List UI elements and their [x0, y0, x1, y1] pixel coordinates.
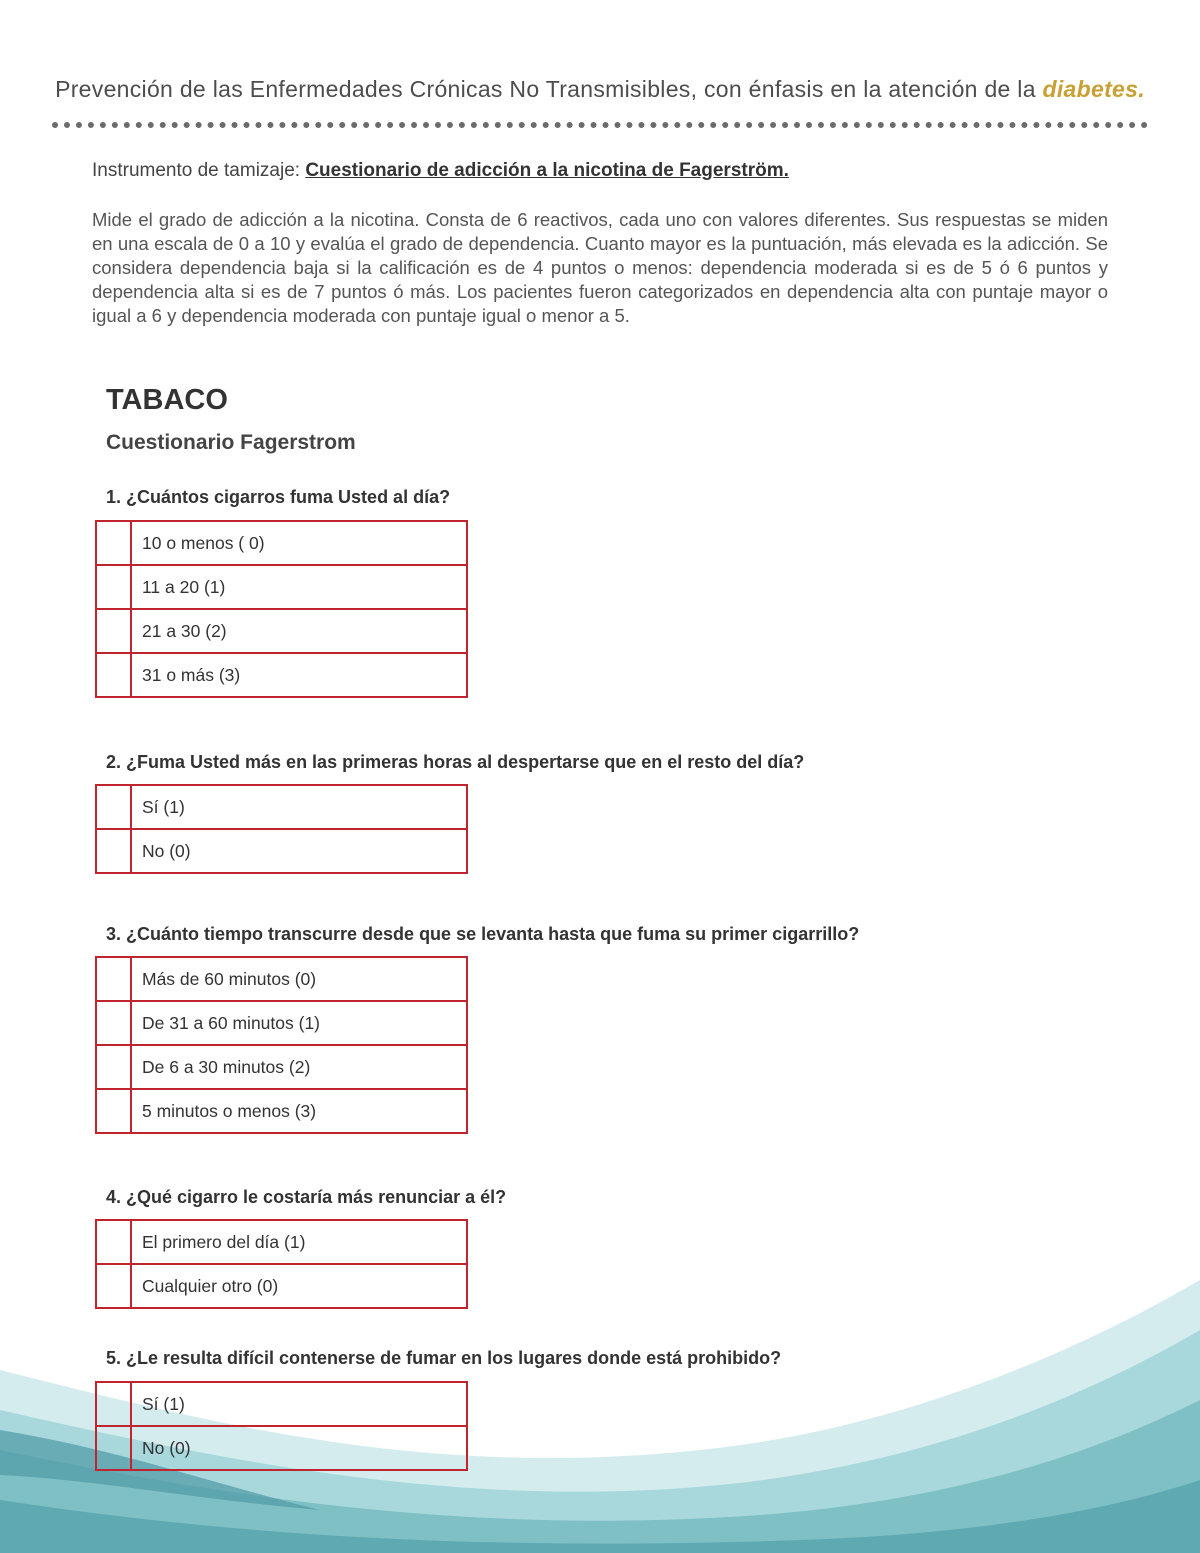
answer-checkbox[interactable]	[96, 653, 131, 697]
answer-checkbox[interactable]	[96, 785, 131, 829]
answer-checkbox[interactable]	[96, 1382, 131, 1426]
answer-checkbox[interactable]	[96, 1264, 131, 1308]
header-title-accent: diabetes.	[1042, 76, 1145, 102]
answer-checkbox[interactable]	[96, 1220, 131, 1264]
option-row	[96, 1382, 467, 1426]
option-label: No (0)	[131, 829, 467, 873]
question-1: 1. ¿Cuántos cigarros fuma Usted al día?	[106, 487, 451, 507]
option-row	[96, 653, 467, 697]
options-table-q5	[95, 1381, 468, 1471]
answer-checkbox[interactable]	[96, 1045, 131, 1089]
question-5: 5. ¿Le resulta difícil contenerse de fumar en los lugares donde está prohibido?	[106, 1348, 782, 1368]
question-4: 4. ¿Qué cigarro le costaría más renunciar a él?	[106, 1187, 507, 1207]
answer-checkbox[interactable]	[96, 957, 131, 1001]
option-row	[96, 609, 467, 653]
option-label: De 31 a 60 minutos (1)	[131, 1001, 467, 1045]
answer-checkbox[interactable]	[96, 1426, 131, 1470]
document-header-title	[0, 76, 1200, 103]
option-row	[96, 565, 467, 609]
option-row	[96, 1045, 467, 1089]
instrument-line	[92, 160, 789, 182]
option-label: 10 o menos ( 0)	[131, 521, 467, 565]
option-row	[96, 1001, 467, 1045]
instrument-name: Cuestionario de adicción a la nicotina de Fagerström.	[305, 160, 789, 181]
header-divider	[52, 122, 1148, 128]
option-label: Más de 60 minutos (0)	[131, 957, 467, 1001]
option-row	[96, 1264, 467, 1308]
answer-checkbox[interactable]	[96, 829, 131, 873]
option-label: El primero del día (1)	[131, 1220, 467, 1264]
option-row	[96, 1426, 467, 1470]
answer-checkbox[interactable]	[96, 1001, 131, 1045]
header-title-main: Prevención de las Enfermedades Crónicas No Transmisibles, con énfasis en la atención de la	[55, 76, 1043, 102]
answer-checkbox[interactable]	[96, 1089, 131, 1133]
answer-checkbox[interactable]	[96, 565, 131, 609]
option-row	[96, 521, 467, 565]
option-row	[96, 785, 467, 829]
option-label: No (0)	[131, 1426, 467, 1470]
section-title: TABACO	[106, 384, 228, 416]
option-row	[96, 957, 467, 1001]
option-row	[96, 829, 467, 873]
description-paragraph: Mide el grado de adicción a la nicotina. Consta de 6 reactivos, cada uno con valores diferentes. Sus respuestas se miden en una escala de 0 a 10 y evalúa el grado de dependencia. Cuanto mayor es la puntuación, más elevada es la adicción. Se considera dependencia baja si la calificación es de 4 puntos o menos: dependencia moderada si es de 5 ó 6 puntos y dependencia alta si es de 7 puntos ó más. Los pacientes fueron categorizados en dependencia alta con puntaje mayor o igual a 6 y dependencia moderada con puntaje igual o menor a 5.	[92, 209, 1108, 326]
option-row	[96, 1089, 467, 1133]
answer-checkbox[interactable]	[96, 609, 131, 653]
option-label: Sí (1)	[131, 785, 467, 829]
question-2: 2. ¿Fuma Usted más en las primeras horas al despertarse que en el resto del día?	[106, 752, 805, 772]
options-table-q3	[95, 956, 468, 1134]
option-label: 31 o más (3)	[131, 653, 467, 697]
option-label: 11 a 20 (1)	[131, 565, 467, 609]
option-label: De 6 a 30 minutos (2)	[131, 1045, 467, 1089]
options-table-q2	[95, 784, 468, 874]
answer-checkbox[interactable]	[96, 521, 131, 565]
question-3: 3. ¿Cuánto tiempo transcurre desde que se levanta hasta que fuma su primer cigarrillo?	[106, 924, 860, 944]
options-table-q1	[95, 520, 468, 698]
option-row	[96, 1220, 467, 1264]
instrument-label: Instrumento de tamizaje:	[92, 160, 306, 181]
option-label: Cualquier otro (0)	[131, 1264, 467, 1308]
option-label: 5 minutos o menos (3)	[131, 1089, 467, 1133]
options-table-q4	[95, 1219, 468, 1309]
option-label: 21 a 30 (2)	[131, 609, 467, 653]
section-subtitle: Cuestionario Fagerstrom	[106, 431, 356, 454]
option-label: Sí (1)	[131, 1382, 467, 1426]
